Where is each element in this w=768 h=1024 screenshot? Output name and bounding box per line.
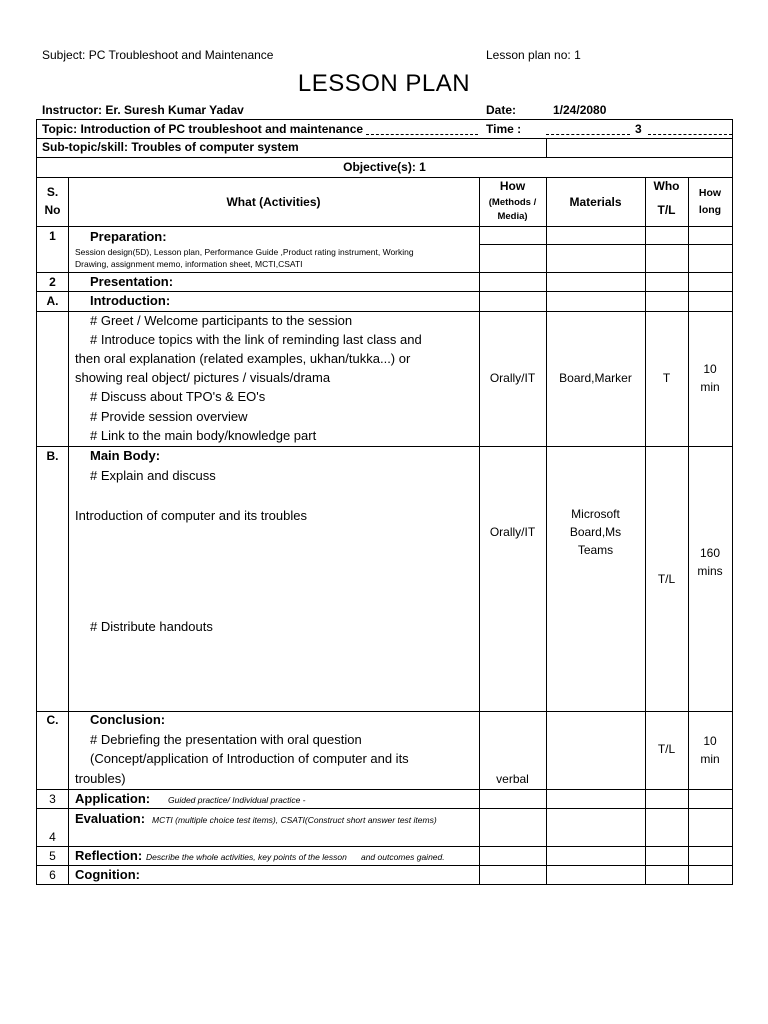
- reflection-desc: Describe the whole activities, key points of the lesson and outcomes gained.: [146, 852, 445, 862]
- introduction-title: Introduction:: [90, 293, 171, 308]
- main-body-title: Main Body:: [90, 448, 161, 463]
- introduction-method: Orally/IT: [489, 371, 536, 385]
- date-label: Date:: [486, 103, 517, 117]
- main-body-duration-unit: mins: [697, 564, 723, 578]
- reflection-title: Reflection:: [75, 848, 143, 863]
- application-desc: Guided practice/ Individual practice -: [168, 795, 306, 805]
- col-howlong-2: long: [698, 204, 722, 216]
- introduction-line: # Provide session overview: [90, 409, 248, 424]
- row-number: A.: [46, 294, 59, 308]
- col-sno-2: No: [44, 203, 61, 217]
- time-value: 3: [635, 122, 642, 136]
- cognition-title: Cognition:: [75, 867, 140, 882]
- col-what: What (Activities): [226, 195, 321, 209]
- main-body-line: # Explain and discuss: [90, 468, 216, 483]
- application-title: Application:: [75, 791, 151, 806]
- col-sno-1: S.: [46, 185, 59, 199]
- row-number: 6: [49, 868, 56, 882]
- introduction-line: # Discuss about TPO's & EO's: [90, 389, 266, 404]
- col-who-1: Who: [653, 179, 680, 193]
- preparation-desc-2: Drawing, assignment memo, information sheet, MCTI,CSATI: [75, 259, 303, 269]
- conclusion-method: verbal: [496, 772, 529, 786]
- time-label: Time :: [486, 122, 522, 136]
- subtopic-label: Sub-topic/skill: Troubles of computer system: [42, 140, 299, 154]
- introduction-line: # Greet / Welcome participants to the session: [90, 313, 353, 328]
- main-body-duration: 160: [699, 546, 721, 560]
- col-how-3: Media): [497, 211, 528, 222]
- conclusion-line: (Concept/application of Introduction of computer and its: [90, 751, 409, 766]
- row-number: C.: [46, 713, 59, 727]
- subject-label: Subject: PC Troubleshoot and Maintenance: [42, 48, 274, 62]
- main-body-materials-1: Microsoft: [571, 507, 620, 521]
- main-body-who: T/L: [657, 572, 676, 586]
- col-who-2: T/L: [657, 203, 676, 217]
- instructor-label: Instructor: Er. Suresh Kumar Yadav: [42, 103, 244, 117]
- introduction-line: then oral explanation (related examples, ukhan/tukka...) or: [75, 351, 411, 366]
- col-how-2: (Methods /: [488, 197, 537, 208]
- row-number: 2: [49, 275, 56, 289]
- col-howlong-1: How: [698, 187, 722, 199]
- row-number: B.: [46, 449, 59, 463]
- conclusion-line: # Debriefing the presentation with oral question: [90, 732, 362, 747]
- introduction-duration-unit: min: [700, 380, 720, 394]
- introduction-line: # Introduce topics with the link of reminding last class and: [90, 332, 422, 347]
- row-number: 5: [49, 849, 56, 863]
- introduction-who: T: [662, 371, 671, 385]
- row-number: 4: [49, 830, 56, 844]
- conclusion-duration: 10: [703, 734, 717, 748]
- main-body-line: # Distribute handouts: [90, 619, 213, 634]
- row-number: 3: [49, 792, 56, 806]
- row-number: 1: [49, 229, 56, 243]
- date-value: 1/24/2080: [553, 103, 607, 117]
- col-materials: Materials: [569, 195, 622, 209]
- main-body-materials-2: Board,Ms: [569, 525, 622, 539]
- introduction-line: showing real object/ pictures / visuals/drama: [75, 370, 331, 385]
- conclusion-who: T/L: [657, 742, 676, 756]
- main-body-line: Introduction of computer and its troubles: [75, 508, 307, 523]
- conclusion-line: troubles): [75, 771, 126, 786]
- lesson-plan-number: Lesson plan no: 1: [486, 48, 581, 62]
- conclusion-duration-unit: min: [700, 752, 720, 766]
- introduction-materials: Board,Marker: [559, 371, 632, 385]
- evaluation-title: Evaluation:: [75, 811, 146, 826]
- objectives-label: Objective(s): 1: [343, 160, 426, 174]
- evaluation-desc: MCTI (multiple choice test items), CSATI(Construct short answer test items): [152, 815, 437, 825]
- presentation-title: Presentation:: [90, 274, 174, 289]
- main-body-method: Orally/IT: [489, 525, 536, 539]
- preparation-desc-1: Session design(5D), Lesson plan, Performance Guide ,Product rating instrument, Working: [75, 247, 414, 257]
- introduction-duration: 10: [703, 362, 717, 376]
- conclusion-title: Conclusion:: [90, 712, 166, 727]
- page-title: LESSON PLAN: [297, 70, 471, 97]
- col-how-1: How: [499, 179, 526, 193]
- topic-label: Topic: Introduction of PC troubleshoot and maintenance: [42, 122, 364, 136]
- main-body-materials-3: Teams: [577, 543, 614, 557]
- introduction-line: # Link to the main body/knowledge part: [90, 428, 317, 443]
- preparation-title: Preparation:: [90, 229, 167, 244]
